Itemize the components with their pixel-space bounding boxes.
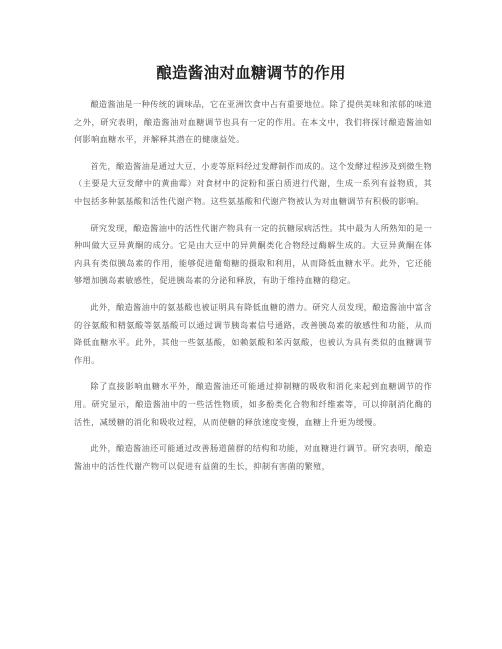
document-title: 酿造酱油对血糖调节的作用 <box>156 64 346 82</box>
paragraph-amino-acids: 此外，酿造酱油中的氨基酸也被证明具有降低血糖的潜力。研究人员发现，酿造酱油中富含的谷氨酸和精氨酸等氨基酸可以通过调节胰岛素信号通路，改善胰岛素的敏感性和功能，从而降低血糖水平。此外，其他一些氨基酸，如赖氨酸和苯丙氨酸，也被认为具有类似的血糖调节作用。 <box>74 301 432 365</box>
paragraph-fermentation: 首先，酿造酱油是通过大豆、小麦等原料经过发酵制作而成的。这个发酵过程涉及到微生物（主要是大豆发酵中的黄曲霉）对食材中的淀粉和蛋白质进行代谢，生成一系列有益物质，其中包括多种氨基酸和活性代谢产物。这些氨基酸和代谢产物被认为对血糖调节有积极的影响。 <box>74 160 432 206</box>
paragraph-isoflavone: 研究发现，酿造酱油中的活性代谢产物具有一定的抗糖尿病活性。其中最为人所熟知的是一种叫做大豆异黄酮的成分。它是由大豆中的异黄酮类化合物经过酶解生成的。大豆异黄酮在体内具有类似胰岛素的作用，能够促进葡萄糖的摄取和利用，从而降低血糖水平。此外，它还能够增加胰岛素敏感性，促进胰岛素的分泌和释放，有助于维持血糖的稳定。 <box>74 222 432 286</box>
paragraph-absorption: 除了直接影响血糖水平外，酿造酱油还可能通过抑制糖的吸收和消化来起到血糖调节的作用。研究显示，酿造酱油中的一些活性物质，如多酚类化合物和纤维素等，可以抑制消化酶的活性，减缓糖的消化和吸收过程，从而使糖的释放速度变慢，血糖上升更为缓慢。 <box>74 381 432 427</box>
paragraph-intro: 酿造酱油是一种传统的调味品，它在亚洲饮食中占有重要地位。除了提供美味和浓郁的味道之外，研究表明，酿造酱油对血糖调节也具有一定的作用。在本文中，我们将探讨酿造酱油如何影响血糖水平，并解释其潜在的健康益处。 <box>74 99 432 145</box>
paragraph-gut-flora: 此外，酿造酱油还可能通过改善肠道菌群的结构和功能，对血糖进行调节。研究表明，酿造酱油中的活性代谢产物可以促进有益菌的生长，抑制有害菌的繁殖， <box>74 443 432 471</box>
document-body <box>74 96 432 484</box>
